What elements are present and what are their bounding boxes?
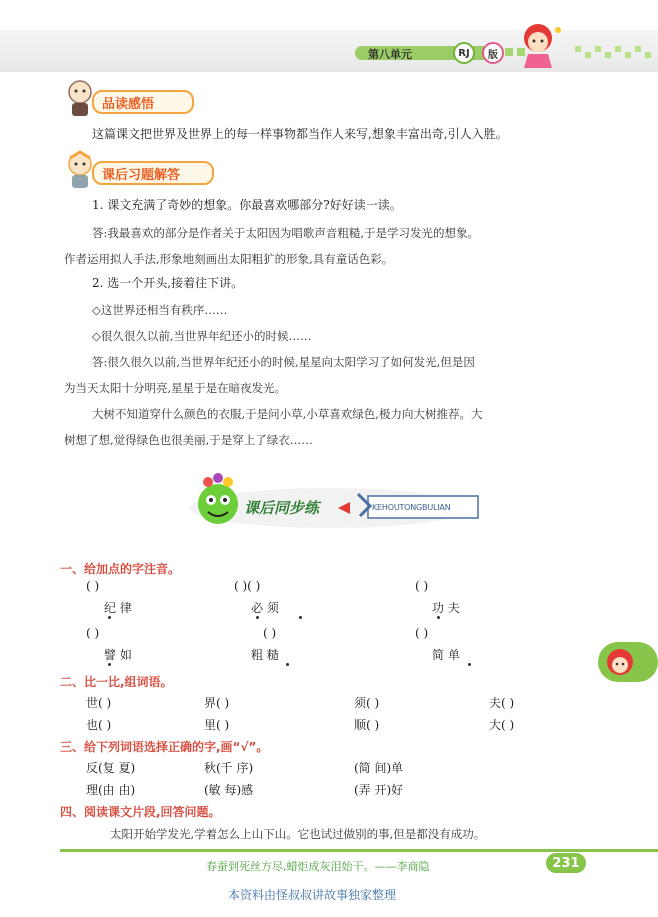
ex2-item[interactable]: 夫( ): [489, 696, 515, 710]
emphasis-dot: [437, 616, 440, 619]
emphasis-dot: [299, 616, 302, 619]
ex3-item[interactable]: 理(由 由): [86, 783, 136, 797]
banner-subtitle: KEHOUTONGBULIAN: [372, 503, 451, 512]
ex3-item[interactable]: (敏 每)感: [204, 783, 254, 797]
emphasis-dot: [468, 663, 471, 666]
answer-2-line-1: 答:很久很久以前,当世界年纪还小的时候,星星向太阳学习了如何发光,但是因: [92, 355, 475, 369]
banner-graphic: [190, 472, 480, 532]
ex1-paren-4[interactable]: ( ): [86, 626, 100, 640]
emphasis-dot: [286, 663, 289, 666]
ex2-item[interactable]: 大( ): [489, 718, 515, 732]
ex1-word-1: 纪 律: [104, 601, 132, 615]
ex1-word-5: 粗 糙: [251, 648, 279, 662]
ex1-paren-1[interactable]: ( ): [86, 579, 100, 593]
ex1-paren-3[interactable]: ( ): [415, 579, 429, 593]
ex1-word-3: 功 夫: [432, 601, 460, 615]
answer-2-line-4: 树想了想,觉得绿色也很美丽,于是穿上了绿衣……: [64, 433, 313, 447]
emphasis-dot: [108, 663, 111, 666]
header-unit: 第八单元: [368, 48, 412, 61]
page-number: 231: [546, 853, 586, 873]
option-2: ◇很久很久以前,当世界年纪还小的时候……: [92, 329, 312, 343]
ex2-item[interactable]: 里( ): [204, 718, 230, 732]
answer-1-line-1: 答:我最喜欢的部分是作者关于太阳因为唱歌声音粗糙,于是学习发光的想象。: [92, 226, 480, 240]
question-2: 2. 选一个开头,接着往下讲。: [92, 276, 244, 290]
exercise-2-title: 二、比一比,组词语。: [60, 675, 173, 689]
exercise-3-title: 三、给下列词语选择正确的字,画“√”。: [60, 740, 269, 754]
reading-title: 品读感悟: [102, 97, 155, 112]
exercise-4-title: 四、阅读课文片段,回答问题。: [60, 805, 221, 819]
reading-mascot-icon: [62, 78, 98, 118]
ex1-word-4: 譬 如: [104, 648, 132, 662]
badge-ban: 版: [482, 42, 504, 64]
footer-credit: 本资料由怪叔叔讲故事独家整理: [228, 888, 397, 902]
footer-line: [60, 849, 658, 852]
side-tab-mascot-icon: [598, 642, 658, 682]
answers-title: 课后习题解答: [102, 168, 181, 183]
ex2-item[interactable]: 须( ): [354, 696, 380, 710]
ex1-word-2: 必 须: [251, 601, 279, 615]
banner-title: 课后同步练: [244, 499, 320, 517]
ex3-item[interactable]: 反(复 夏): [86, 761, 136, 775]
ex1-paren-5[interactable]: ( ): [263, 626, 277, 640]
answer-2-line-3: 大树不知道穿什么颜色的衣服,于是问小草,小草喜欢绿色,极力向大树推荐。大: [92, 407, 483, 421]
ex4-passage: 太阳开始学发光,学着怎么上山下山。它也试过做别的事,但是都没有成功。: [110, 827, 486, 841]
answer-2-line-2: 为当天太阳十分明亮,星星于是在暗夜发光。: [64, 381, 287, 395]
ex2-item[interactable]: 世( ): [86, 696, 112, 710]
option-1: ◇这世界还相当有秩序……: [92, 303, 228, 317]
emphasis-dot: [256, 616, 259, 619]
ex1-paren-2[interactable]: ( )( ): [234, 579, 261, 593]
ex3-item[interactable]: (简 间)单: [354, 761, 404, 775]
answer-1-line-2: 作者运用拟人手法,形象地刻画出太阳粗犷的形象,具有童话色彩。: [64, 252, 394, 266]
reading-text: 这篇课文把世界及世界上的每一样事物都当作人来写,想象丰富出奇,引人入胜。: [92, 127, 508, 141]
question-1: 1. 课文充满了奇妙的想象。你最喜欢哪部分?好好读一读。: [92, 198, 402, 212]
emphasis-dot: [108, 616, 111, 619]
ex1-paren-6[interactable]: ( ): [415, 626, 429, 640]
ex3-item[interactable]: (弄 开)好: [354, 783, 404, 797]
exercise-1-title: 一、给加点的字注音。: [60, 562, 181, 576]
ex2-item[interactable]: 顺( ): [354, 718, 380, 732]
ex1-word-6: 简 单: [432, 648, 460, 662]
ex3-item[interactable]: 秋(千 序): [204, 761, 254, 775]
girl-mascot-icon: [510, 18, 570, 70]
badge-rj: RJ: [453, 42, 475, 64]
ex2-item[interactable]: 也( ): [86, 718, 112, 732]
footer-quote: 春蚕到死丝方尽,蜡炬成灰泪始干。——李商隐: [206, 860, 430, 873]
ex2-item[interactable]: 界( ): [204, 696, 230, 710]
answers-mascot-icon: [62, 150, 98, 190]
